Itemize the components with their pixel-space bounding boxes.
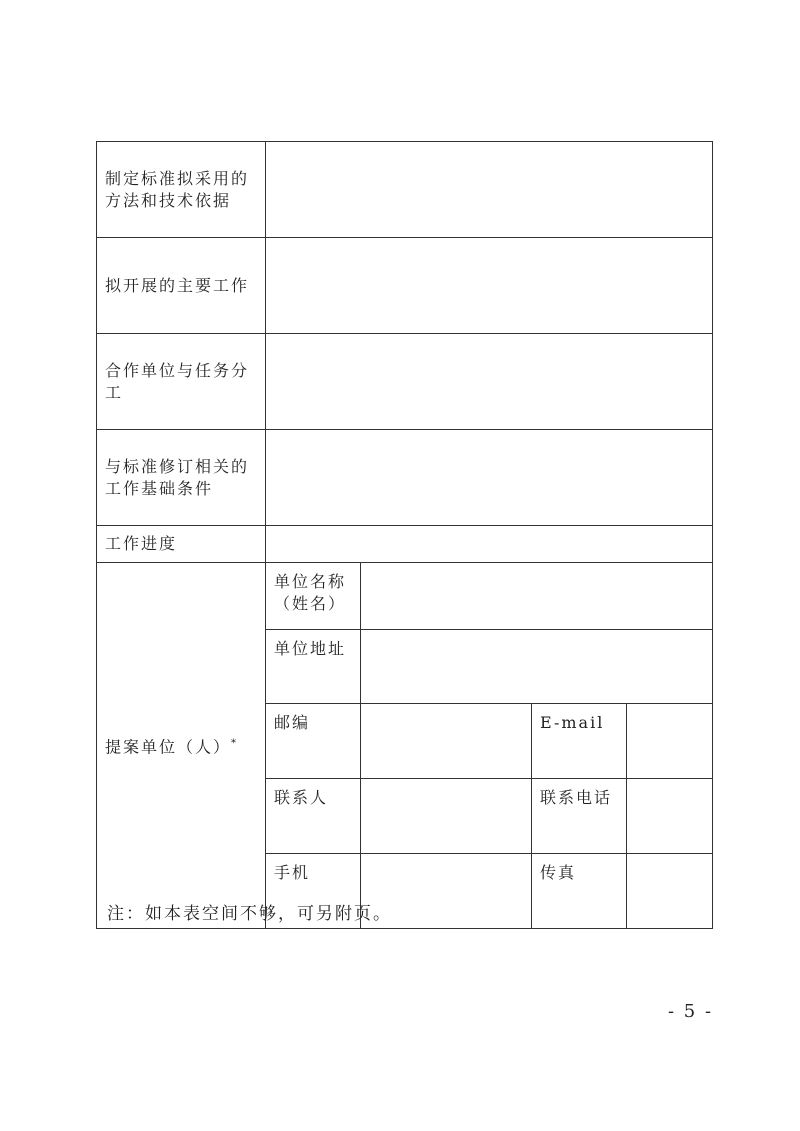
postcode-field[interactable] — [361, 704, 532, 779]
table-row — [97, 563, 713, 630]
table-row — [97, 334, 713, 430]
main-work-label: 拟开展的主要工作 — [97, 238, 266, 334]
methods-field[interactable] — [266, 142, 713, 238]
main-work-field[interactable] — [266, 238, 713, 334]
unit-name-field[interactable] — [361, 563, 713, 630]
phone-label: 联系电话 — [532, 779, 627, 854]
table-row — [97, 238, 713, 334]
contact-field[interactable] — [361, 779, 532, 854]
email-label: E-mail — [532, 704, 627, 779]
unit-address-field[interactable] — [361, 630, 713, 704]
progress-label: 工作进度 — [97, 526, 266, 563]
methods-label: 制定标准拟采用的方法和技术依据 — [97, 142, 266, 238]
page-number: - 5 - — [668, 1001, 714, 1022]
table-row — [97, 142, 713, 238]
proposal-form-table — [96, 141, 713, 929]
email-field[interactable] — [627, 704, 713, 779]
proposer-label: 提案单位（人）* — [97, 563, 266, 929]
table-row — [97, 430, 713, 526]
postcode-label: 邮编 — [266, 704, 361, 779]
unit-name-label: 单位名称（姓名） — [266, 563, 361, 630]
fax-label: 传真 — [532, 854, 627, 929]
contact-label: 联系人 — [266, 779, 361, 854]
unit-address-label: 单位地址 — [266, 630, 361, 704]
mobile-label: 手机 — [266, 854, 361, 929]
fax-field[interactable] — [627, 854, 713, 929]
partners-label: 合作单位与任务分工 — [97, 334, 266, 430]
progress-field[interactable] — [266, 526, 713, 563]
work-basis-field[interactable] — [266, 430, 713, 526]
partners-field[interactable] — [266, 334, 713, 430]
phone-field[interactable] — [627, 779, 713, 854]
work-basis-label: 与标准修订相关的工作基础条件 — [97, 430, 266, 526]
required-marker: * — [231, 737, 237, 749]
table-row — [97, 526, 713, 563]
footnote: 注：如本表空间不够，可另附页。 — [107, 904, 392, 924]
